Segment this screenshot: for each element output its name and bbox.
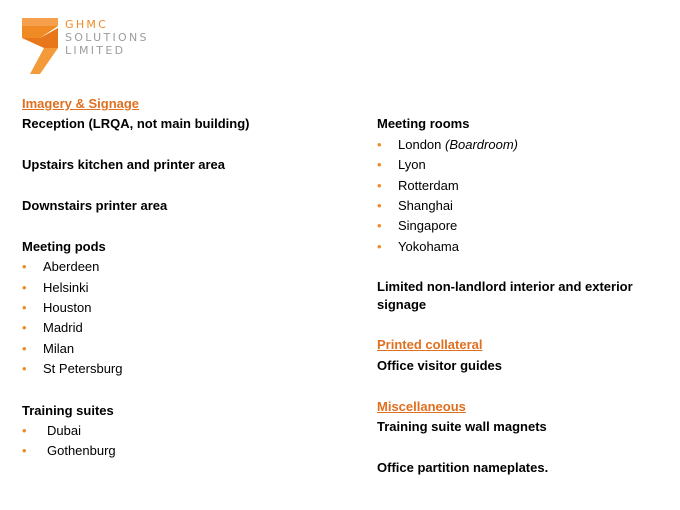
logo-line-3: LIMITED (65, 44, 126, 57)
logo-wordmark (65, 18, 149, 57)
training-suites-title: Training suites (22, 403, 114, 418)
logo-mark-icon (22, 18, 58, 74)
upstairs-item: Upstairs kitchen and printer area (22, 157, 226, 172)
logo-line-2: SOLUTIONS (65, 31, 149, 44)
downstairs-item: Downstairs printer area (22, 198, 168, 213)
heading-miscellaneous: Miscellaneous (377, 399, 466, 414)
meeting-rooms-title: Meeting rooms (377, 116, 470, 131)
reception-item: Reception (LRQA, not main building) (22, 116, 250, 131)
heading-imagery-signage: Imagery & Signage (22, 96, 140, 111)
wall-magnets-item: Training suite wall magnets (377, 419, 547, 434)
logo-line-1: GHMC (65, 18, 109, 31)
meeting-pods-title: Meeting pods (22, 239, 106, 254)
boardroom-note: (Boardroom) (445, 137, 518, 152)
company-logo (22, 18, 162, 74)
signage-item: Limited non-landlord interior and exterior signage (377, 279, 633, 312)
visitor-guides-item: Office visitor guides (377, 358, 502, 373)
nameplates-item: Office partition nameplates. (377, 460, 549, 475)
heading-printed-collateral: Printed collateral (377, 337, 483, 352)
